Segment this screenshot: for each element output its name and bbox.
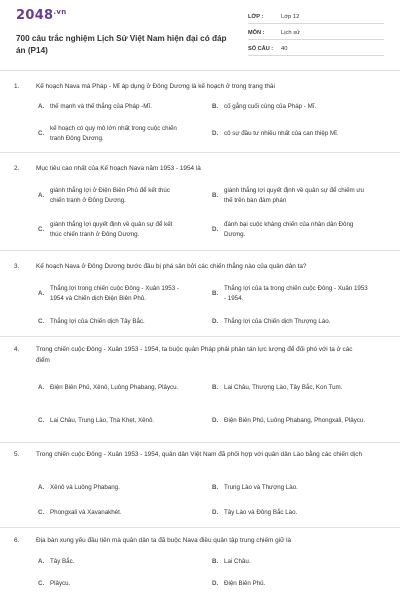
document-title: 700 câu trắc nghiệm Lịch Sử Việt Nam hiện đại có đáp án (P14): [16, 34, 227, 55]
question-text: 1. Kế hoạch Nava mà Pháp - Mĩ áp dụng ở Đông Dương là kế hoạch ở trong trạng thái: [14, 83, 275, 90]
meta-row-count: [248, 40, 384, 56]
option-a[interactable]: A. thế mạnh và thế thắng của Pháp -Mĩ.: [38, 103, 152, 110]
option-a[interactable]: A. Tây Bắc.: [38, 558, 75, 565]
option-b[interactable]: B. Thắng lợi của ta trong chiến cuộc Đông - Xuân 1953 - 1954.: [212, 285, 368, 302]
question-divider: [0, 442, 400, 443]
option-d[interactable]: D. Tây Lào và Đông Bắc Lào.: [212, 509, 298, 516]
option-a[interactable]: A. Điện Biên Phủ, Xênô, Luông Phabang, Plâycu.: [38, 384, 179, 391]
option-b[interactable]: B. giành thắng lợi quyết định về quân sự để chiếm ưu thế trên bàn đàm phán: [212, 187, 364, 204]
option-c[interactable]: C. Phongxali và Xavanakhét.: [38, 509, 122, 516]
meta-label: SỐ CÂU :: [248, 46, 274, 52]
question-divider: [0, 250, 400, 251]
option-d[interactable]: D. cô sự đầu tư nhiều nhất của can thiệp Mĩ.: [212, 130, 339, 137]
question-divider: [0, 336, 400, 337]
option-d[interactable]: D. đánh bại cuộc kháng chiến của nhân dân Đông Dương.: [212, 221, 354, 238]
meta-panel: [248, 8, 384, 56]
question-text: 2. Mục tiêu cao nhất của Kế hoạch Nava năm 1953 - 1954 là: [14, 165, 201, 172]
meta-value: 40: [281, 46, 288, 52]
question-divider: [0, 527, 400, 528]
meta-value: Lớp 12: [281, 14, 300, 20]
meta-row-subject: [248, 24, 384, 40]
section-divider: [0, 70, 400, 71]
option-b[interactable]: B. Trung Lào và Thượng Lào.: [212, 484, 298, 491]
meta-value: Lịch sử: [281, 30, 301, 36]
option-c[interactable]: C. kế hoạch có quy mô lớn nhất trong cuộc chiến tranh Đông Dương.: [38, 125, 177, 142]
question-divider: [0, 152, 400, 153]
option-c[interactable]: C. Lai Châu, Trung Lào, Thà Khẹt, Xênô.: [38, 417, 155, 424]
option-b[interactable]: B. Lai Châu.: [212, 558, 251, 565]
meta-row-class: [248, 8, 384, 24]
document-header: [0, 0, 400, 68]
option-b[interactable]: B. Lai Châu, Thượng Lào, Tây Bắc, Kon Tum.: [212, 384, 343, 391]
option-c[interactable]: C. giành thắng lợi quyết định về quân sự để kết thúc chiến tranh ở Đông Dương.: [38, 221, 173, 238]
option-a[interactable]: A. giành thắng lợi ở Điện Biên Phủ để kết thúc chiến tranh ở Đông Dương.: [38, 187, 170, 204]
site-logo[interactable]: $2048^{.vn}$: [16, 8, 67, 23]
meta-label: LỚP :: [248, 14, 264, 20]
option-a[interactable]: A. Xênô và Luông Phabang.: [38, 484, 120, 491]
question-text: 6. Địa bàn xung yếu đầu tiên mà quân dân ta đã buộc Nava điều quân tập trung chiếm giữ là: [14, 537, 292, 544]
option-d[interactable]: D. Điện Biên Phủ, Luông Phabang, Phongxali, Plâycu.: [212, 417, 366, 424]
meta-label: MÔN :: [248, 30, 265, 36]
option-c[interactable]: C. Plâycu.: [38, 580, 71, 587]
question-text: 4. Trong chiến cuộc Đông - Xuân 1953 - 1954, ta buộc quân Pháp phải phân tán lực lượng để đối phó với ta ở các điểm: [14, 346, 353, 364]
option-c[interactable]: C. Thắng lợi của Chiến dịch Tây Bắc.: [38, 318, 145, 325]
option-a[interactable]: A. Thắng lợi trong chiến cuộc Đông - Xuân 1953 - 1954 và Chiến dịch Điện Biên Phủ.: [38, 285, 179, 302]
option-b[interactable]: B. cố gắng cuối cùng của Pháp - Mĩ.: [212, 103, 317, 110]
question-text: 5. Trong chiến cuộc Đông - Xuân 1953 - 1954, quân dân Việt Nam đã phối hợp với quân dân Lào bằng các chiến dịch: [14, 451, 363, 458]
question-text: 3. Kế hoạch Nava ở Đông Dương bước đầu bị phá sản bởi các chiến thắng nào của quân dân ta?: [14, 263, 307, 270]
option-d[interactable]: D. Thắng lợi của Chiến dịch Thượng Lào.: [212, 318, 331, 325]
option-d[interactable]: D. Điện Biên Phủ.: [212, 580, 266, 587]
